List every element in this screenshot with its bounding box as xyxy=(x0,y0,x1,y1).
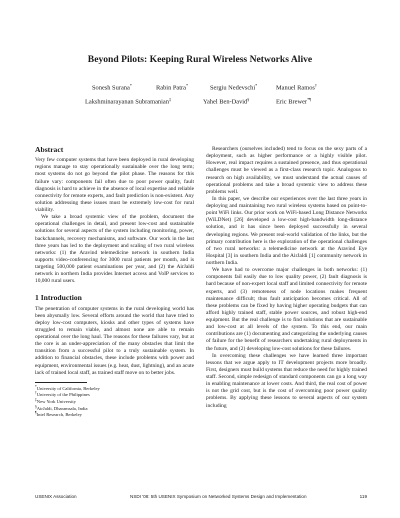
body-paragraph: The penetration of computer systems in the rural developing world has been abysmally low. Several efforts around the world that have tried to deploy low-cost computers, kiosks and other types of systems have struggled to remain viable, and almost none are able to remain operational over the long haul. The reasons for these failures vary, but at the core is an under-appreciation of the many obstacles that limit the transition from a successful pilot to a truly sustainable system. In addition to financial obstacles, these include problems with power and equipment, environmental issues (e.g. heat, dust, lightning), and an acute lack of trained local staff, as trained staff move on to better jobs. xyxy=(35,305,194,376)
footer-venue: NSDI '08: 5th USENIX Symposium on Networked Systems Design and Implementation xyxy=(130,494,307,499)
footnote: ‡New York University xyxy=(35,397,76,404)
author: Eric Brewer*¶ xyxy=(276,97,312,106)
footnote: †University of the Philippines xyxy=(35,391,90,398)
author: Yahel Ben-David§ xyxy=(203,97,250,106)
section-heading-introduction: 1 Introduction xyxy=(35,293,82,303)
abstract-heading: Abstract xyxy=(35,145,64,154)
abstract-paragraph: Very few computer systems that have been deployed in rural developing regions manage to stay operationally sustainable over the long term; most systems do not go beyond the pilot phase. The reasons for this failure vary: components fail often due to poor power quality, fault diagnosis is hard to achieve in the absence of local expertise and reliable connectivity for remote experts, and fault prediction is non-existent. Any solution addressing these issues must be extremely low-cost for rural viability. xyxy=(35,157,194,213)
body-paragraph: We have had to overcome major challenges in both networks: (1) components fail easily due to low quality power, (2) fault diagnosis is hard because of non-expert local staff and limited connectivity for remote experts, and (3) remoteness of node locations makes frequent maintenance difficult; thus fault anticipation becomes critical. All of these problems can be fixed by having higher operating budgets that can afford highly trained staff, stable power sources, and robust high-end equipment. But the real challenge is to find solutions that are sustainable and low-cost at all levels of the system. To this end, our main contributions are (1) documenting and categorizing the underlying causes of failure for the benefit of researchers undertaking rural deployments in the future, and (2) developing low-cost solutions for these failures. xyxy=(206,267,367,352)
footnotes xyxy=(35,385,194,418)
left-column xyxy=(35,146,194,418)
author: Sonesh Surana* xyxy=(92,83,132,92)
footnote-divider xyxy=(35,382,87,383)
footnote: ¶Intel Research, Berkeley xyxy=(35,411,82,418)
author: Lakshminarayanan Subramanian‡ xyxy=(85,97,172,106)
author-row-1 xyxy=(0,83,400,93)
body-paragraph: In this paper, we describe our experiences over the last three years in deploying and maintaining two rural wireless systems based on point-to-point WiFi links. Our prior work on WiFi-based Long Distance Networks (WiLDNet) [26] developed a low-cost high-bandwidth long-distance solution, and it has since been deployed successfully in several developing regions. We present real-world validation of the links, but the primary contribution here is the exploration of the operational challenges of two rural networks: a telemedicine network at the Aravind Eye Hospital [3] in southern India and the AirJaldi [1] community network in northern India. xyxy=(206,195,367,266)
paper-title: Beyond Pilots: Keeping Rural Wireless Networks Alive xyxy=(87,54,313,65)
abstract-paragraph: We take a broad systemic view of the problem, document the operational challenges in detail, and present low-cost and sustainable solutions for several aspects of the system including monitoring, power, backchannels, recovery mechanisms, and software. Our work in the last three years has led to the deployment and scaling of two rural wireless networks: (1) the Aravind telemedicine network in southern India supports video-conferencing for 3000 rural patients per month, and is targeting 500,000 patient examinations per year, and (2) the AirJaldi network in northern India provides Internet access and VoIP services to 10,000 rural users. xyxy=(35,214,194,285)
author-row-2 xyxy=(0,97,400,107)
body-paragraph: Researchers (ourselves included) tend to focus on the sexy parts of a deployment, such as higher performance or a highly visible pilot. However, real impact requires a sustained presence, and thus operational challenges must be viewed as a first-class research topic. Analogous to research on high availability, we must understand the actual causes of operational problems and take a broad systemic view to address these problems well. xyxy=(206,146,367,195)
author: Sergiu Nedevschi* xyxy=(210,83,258,92)
author: Manuel Ramos† xyxy=(276,83,317,92)
body-paragraph: In overcoming these challenges we have learned three important lessons that we argue apply to IT development projects more broadly. First, designers must build systems that reduce the need for highly trained staff. Second, simple redesign of standard components can go a long way in enabling maintenance at lower costs. And third, the real cost of power is not the grid cost, but is the cost of overcoming poor power quality problems. By applying these lessons to several aspects of our system including xyxy=(206,352,367,409)
right-column xyxy=(206,146,367,410)
page-footer xyxy=(35,494,367,502)
footnote: §AirJaldi, Dharamsala, India xyxy=(35,404,88,411)
page-number: 119 xyxy=(359,494,367,499)
footer-publisher: USENIX Association xyxy=(35,494,77,499)
author: Rabin Patra* xyxy=(156,83,189,92)
footnote: *University of California, Berkeley xyxy=(35,384,100,391)
